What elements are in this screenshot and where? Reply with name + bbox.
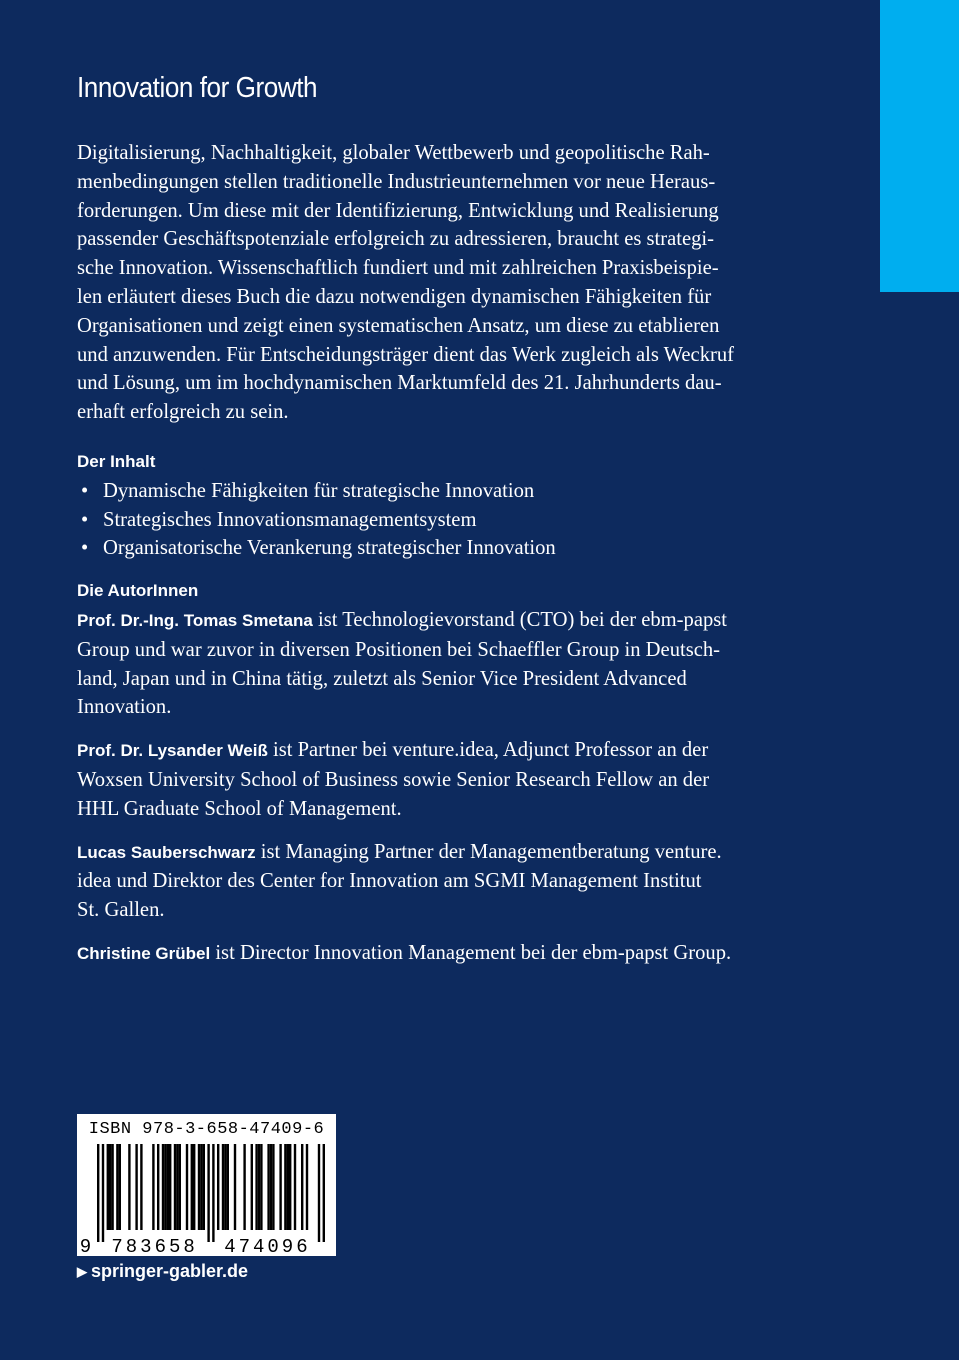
intro-line: Digitalisierung, Nachhaltigkeit, globaler Wettbewerb und geopolitische Rah- (77, 142, 710, 164)
barcode-bar (164, 1144, 166, 1230)
author-name: Prof. Dr.-Ing. Tomas Smetana (77, 610, 313, 630)
intro-paragraph (77, 139, 789, 427)
author-bio-line: HHL Graduate School of Management. (77, 797, 402, 820)
author-bio-line: ist Partner bei venture.idea, Adjunct Professor an der (267, 739, 709, 762)
barcode-bar (270, 1144, 272, 1230)
barcode-guard-bar (102, 1144, 104, 1242)
intro-line: Organisationen und zeigt einen systematischen Ansatz, um diese zu etablieren (77, 314, 720, 337)
barcode-bar (169, 1144, 171, 1230)
website-text: springer-gabler.de (91, 1261, 249, 1281)
author-bio-sauberschwarz (77, 838, 789, 925)
barcode-bar (167, 1144, 169, 1230)
contents-list (77, 477, 789, 563)
accent-color-bar (880, 0, 959, 292)
barcode-bar (152, 1144, 154, 1230)
barcode-bar (260, 1144, 262, 1230)
author-bio-line: Innovation. (77, 696, 172, 719)
bullet-icon: • (81, 537, 89, 560)
barcode-bar (111, 1144, 113, 1230)
barcode-bar (289, 1144, 291, 1230)
barcode-bar (227, 1144, 229, 1230)
author-name: Lucas Sauberschwarz (77, 842, 256, 862)
authors-heading: Die AutorInnen (77, 581, 199, 601)
author-bio-line: idea und Direktor des Center for Innovation am SGMI Management Institut (77, 870, 702, 893)
author-bio-line: ist Managing Partner der Managementberatung venture. (255, 840, 722, 863)
barcode-bar (222, 1144, 224, 1230)
contents-item-text: Organisatorische Verankerung strategischer Innovation (103, 537, 556, 560)
isbn-barcode (77, 1114, 336, 1256)
barcode-bar (140, 1144, 142, 1230)
author-bio-line: land, Japan und in China tätig, zuletzt als Senior Vice President Advanced (77, 667, 687, 690)
intro-line: und anzuwenden. Für Entscheidungsträger dient das Werk zugleich als Weckruf (77, 343, 735, 366)
intro-line: len erläutert dieses Buch die dazu notwendigen dynamischen Fähigkeiten für (77, 285, 712, 308)
back-cover-content (77, 72, 789, 983)
bullet-icon: • (81, 508, 89, 531)
intro-line: sche Innovation. Wissenschaftlich fundiert und mit zahlreichen Praxisbeispie- (77, 257, 719, 280)
author-bio-line: St. Gallen. (77, 899, 165, 922)
barcode-bar (224, 1144, 226, 1230)
barcode-bar (234, 1144, 236, 1230)
barcode-bar (272, 1144, 274, 1230)
barcode-bar (217, 1144, 219, 1230)
barcode-bar (255, 1144, 257, 1230)
contents-list-item (77, 477, 789, 506)
barcode-bar (284, 1144, 286, 1230)
barcode-bars (77, 1144, 336, 1256)
isbn-label: ISBN 978-3-658-47409-6 (88, 1120, 325, 1139)
barcode-bar (243, 1144, 245, 1230)
barcode-bar (157, 1144, 159, 1230)
author-name: Prof. Dr. Lysander Weiß (77, 741, 268, 761)
barcode-left-digits: 783658 (111, 1236, 198, 1256)
barcode-bar (301, 1144, 303, 1230)
intro-line: und Lösung, um im hochdynamischen Marktumfeld des 21. Jahrhunderts dau- (77, 372, 722, 395)
barcode-bar (176, 1144, 178, 1230)
intro-line: passender Geschäftspotenziale erfolgreich zu adressieren, braucht es strategi- (77, 228, 714, 251)
intro-line: erhaft erfolgreich zu sein. (77, 401, 289, 424)
barcode-bar (186, 1144, 188, 1230)
barcode-right-digits: 474096 (224, 1236, 311, 1256)
barcode-bar (306, 1144, 308, 1230)
book-title: Innovation for Growth (77, 72, 318, 104)
intro-line: menbedingungen stellen traditionelle Industrieunternehmen vor neue Heraus- (77, 170, 716, 193)
barcode-bar (267, 1144, 269, 1230)
bullet-icon: • (81, 479, 89, 502)
barcode-bar (174, 1144, 176, 1230)
play-arrow-icon: ▶ (77, 1264, 87, 1279)
barcode-bar (287, 1144, 289, 1230)
barcode-bar (107, 1144, 109, 1230)
barcode-bar (128, 1144, 130, 1230)
barcode-bar (135, 1144, 137, 1230)
contents-list-item (77, 534, 789, 563)
barcode-bar (200, 1144, 202, 1230)
barcode-bar (179, 1144, 181, 1230)
barcode-guard-bar (318, 1144, 320, 1242)
barcode-first-digit: 9 (79, 1236, 95, 1256)
barcode-bar (162, 1144, 164, 1230)
barcode-guard-bar (97, 1144, 99, 1242)
author-bio-line: Group und war zuvor in diversen Positionen bei Schaeffler Group in Deutsch- (77, 638, 721, 661)
barcode-bar (198, 1144, 200, 1230)
author-bio-weiss (77, 736, 789, 823)
contents-item-text: Dynamische Fähigkeiten für strategische Innovation (103, 479, 535, 502)
barcode-bar (294, 1144, 296, 1230)
author-bio-line: ist Director Innovation Management bei der ebm-papst Group. (210, 941, 732, 964)
barcode-guard-bar (207, 1144, 209, 1242)
author-bio-smetana (77, 606, 789, 722)
author-bio-line: Woxsen University School of Business sowie Senior Research Fellow an der (77, 768, 710, 791)
barcode-guard-bar (323, 1144, 325, 1242)
author-bio-line: ist Technologievorstand (CTO) bei der ebm-papst (312, 608, 728, 631)
barcode-bar (119, 1144, 121, 1230)
barcode-bar (251, 1144, 253, 1230)
barcode-bar (279, 1144, 281, 1230)
contents-item-text: Strategisches Innovationsmanagementsystem (103, 508, 477, 531)
publisher-website-link[interactable] (77, 1261, 248, 1282)
author-bio-gruebel (77, 939, 789, 969)
contents-list-item (77, 506, 789, 535)
contents-heading: Der Inhalt (77, 451, 156, 471)
barcode-bar (203, 1144, 205, 1230)
barcode-bar (191, 1144, 193, 1230)
intro-line: forderungen. Um diese mit der Identifizierung, Entwicklung und Realisierung (77, 199, 719, 222)
barcode-bar (109, 1144, 111, 1230)
barcode-bar (116, 1144, 118, 1230)
barcode-guard-bar (212, 1144, 214, 1242)
barcode-bar (258, 1144, 260, 1230)
barcode-bar (193, 1144, 195, 1230)
author-name: Christine Grübel (77, 943, 211, 963)
